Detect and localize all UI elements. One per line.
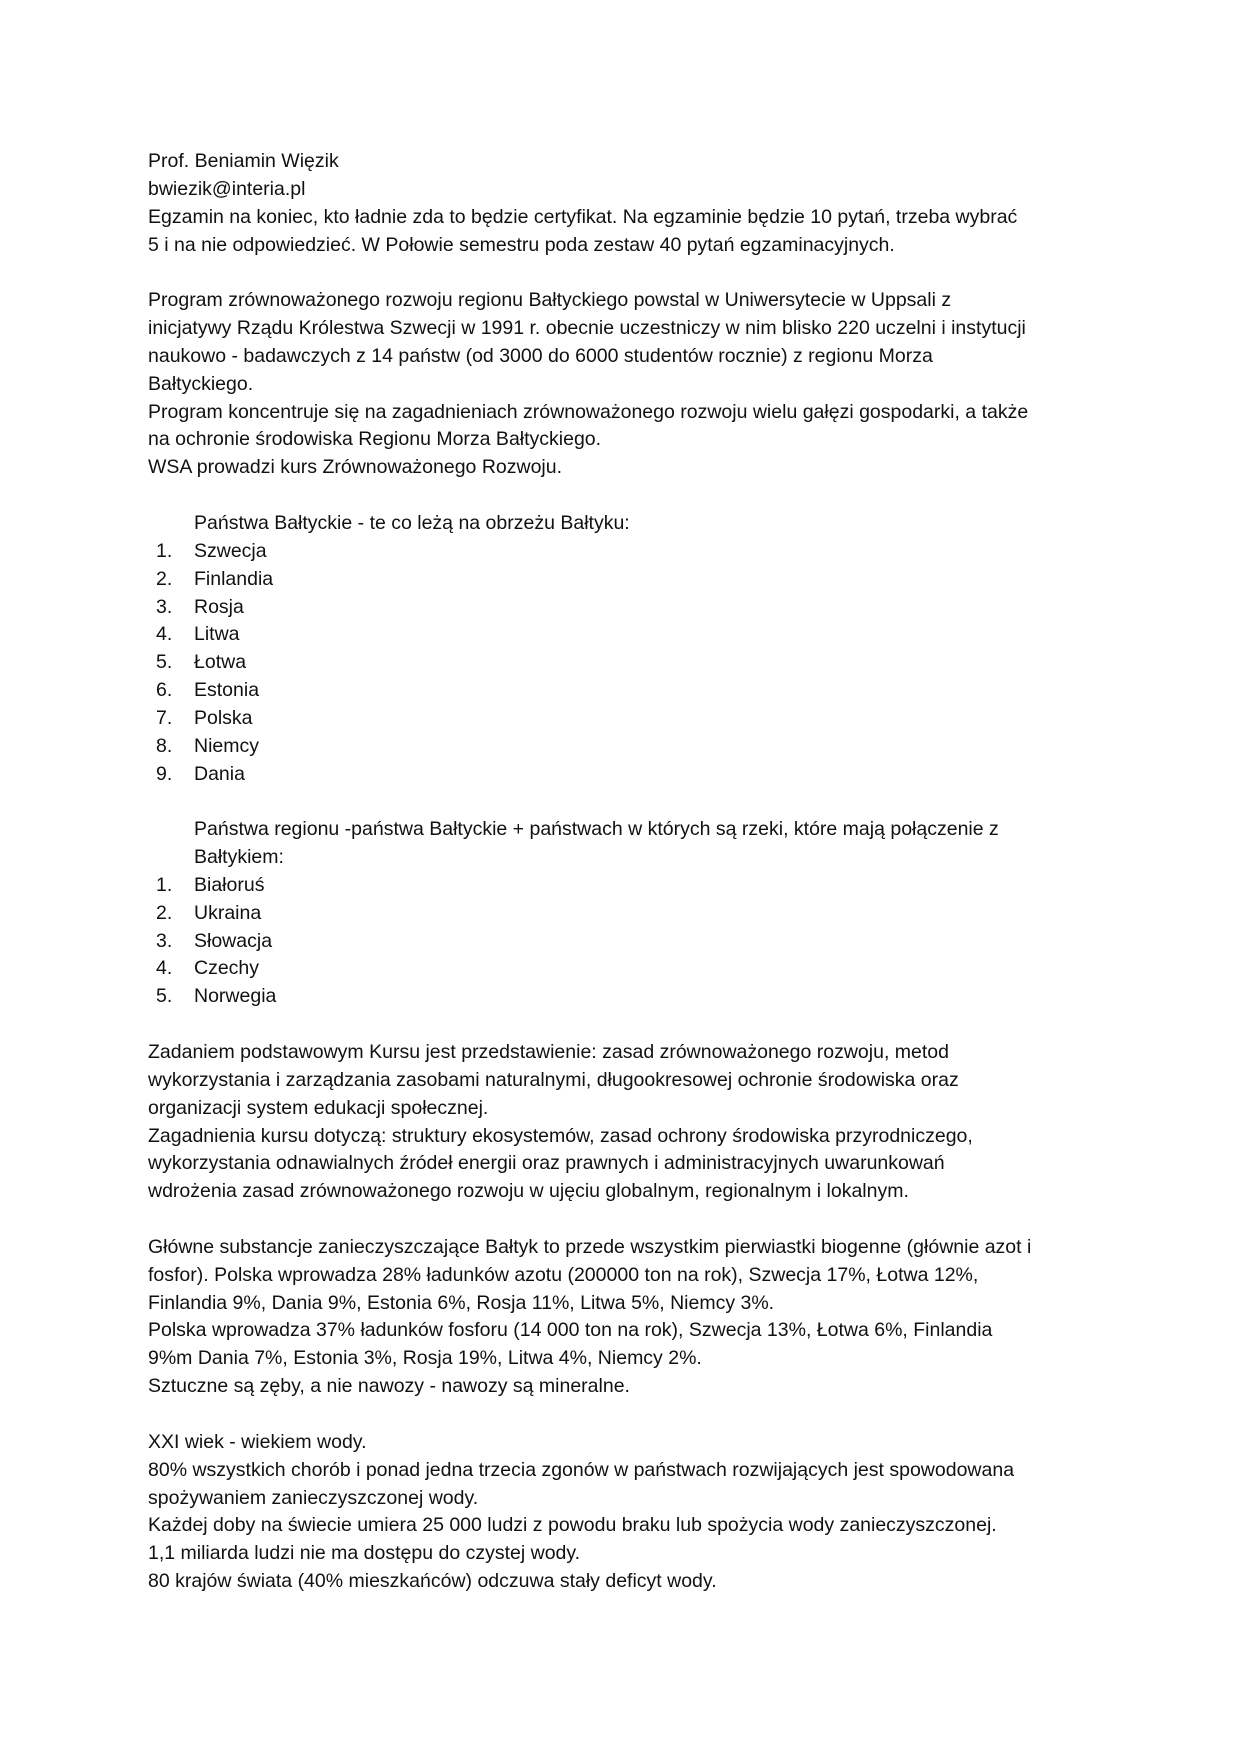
text-line: Każdej doby na świecie umiera 25 000 ludzi z powodu braku lub spożycia wody zanieczyszczonej.: [148, 1514, 997, 1537]
list-number: 1.: [156, 539, 173, 562]
author-name: Prof. Beniamin Więzik: [148, 150, 339, 172]
list-item: [148, 928, 1108, 956]
list-item-text: Szwecja: [194, 539, 267, 562]
list-number: 5.: [156, 651, 173, 674]
text-line: Zadaniem podstawowym Kursu jest przedstawienie: zasad zrównoważonego rozwoju, metod: [148, 1041, 949, 1063]
intro-line: 5 i na nie odpowiedzieć. W Połowie semestru poda zestaw 40 pytań egzaminacyjnych.: [148, 233, 895, 256]
list-item: [148, 649, 1108, 677]
text-line: Sztuczne są zęby, a nie nawozy - nawozy są mineralne.: [148, 1375, 630, 1398]
text-line: 1,1 miliarda ludzi nie ma dostępu do czystej wody.: [148, 1542, 581, 1565]
list-item: [148, 900, 1108, 928]
text-line: Główne substancje zanieczyszczające Bałtyk to przede wszystkim pierwiastki biogenne (głównie azot i: [148, 1235, 1032, 1258]
text-line: 9%m Dania 7%, Estonia 3%, Rosja 19%, Litwa 4%, Niemcy 2%.: [148, 1347, 702, 1370]
text-line: Polska wprowadza 37% ładunków fosforu (14 000 ton na rok), Szwecja 13%, Łotwa 6%, Finlandia: [148, 1319, 993, 1342]
text-line: fosfor). Polska wprowadza 28% ładunków azotu (200000 ton na rok), Szwecja 17%, Łotwa 12%,: [148, 1263, 979, 1286]
list-item-text: Litwa: [194, 623, 240, 646]
text-line: Finlandia 9%, Dania 9%, Estonia 6%, Rosja 11%, Litwa 5%, Niemcy 3%.: [148, 1291, 775, 1314]
text-line: 80% wszystkich chorób i ponad jedna trzecia zgonów w państwach rozwijających jest spowodowana: [148, 1458, 1015, 1481]
list-item-text: Polska: [194, 706, 253, 729]
list-number: 2.: [156, 567, 173, 590]
list-number: 9.: [156, 762, 173, 785]
list-number: 8.: [156, 734, 173, 757]
list-item-text: Słowacja: [194, 929, 273, 952]
list-item: [148, 983, 1108, 1011]
list-number: 7.: [156, 706, 173, 729]
document-page: [148, 148, 1108, 1596]
text-line: na ochronie środowiska Regionu Morza Bałtyckiego.: [148, 428, 602, 451]
author-email: bwiezik@interia.pl: [148, 177, 306, 200]
list-number: 3.: [156, 595, 173, 618]
list-item-text: Białoruś: [194, 873, 265, 896]
list-number: 3.: [156, 929, 173, 952]
intro-line: Egzamin na koniec, kto ładnie zda to będzie certyfikat. Na egzaminie będzie 10 pytań, trzeba wybrać: [148, 205, 1018, 228]
list-item-text: Dania: [194, 762, 245, 785]
pollution-paragraph: [148, 1234, 1108, 1401]
baltic-heading: Państwa Bałtyckie - te co leżą na obrzeżu Bałtyku:: [194, 511, 630, 534]
text-line: WSA prowadzi kurs Zrównoważonego Rozwoju.: [148, 456, 563, 479]
list-item: [148, 566, 1108, 594]
list-item-text: Czechy: [194, 957, 260, 980]
text-line: naukowo - badawczych z 14 państw (od 3000 do 6000 studentów rocznie) z regionu Morza: [148, 344, 933, 367]
list-item: [148, 594, 1108, 622]
course-paragraph: [148, 1039, 1108, 1206]
list-item-text: Ukraina: [194, 901, 262, 924]
list-item: [148, 761, 1108, 789]
list-item: [148, 621, 1108, 649]
text-line: inicjatywy Rządu Królestwa Szwecji w 1991 r. obecnie uczestniczy w nim blisko 220 uczelni i instytucji: [148, 317, 1026, 340]
baltic-list: [148, 538, 1108, 789]
list-number: 4.: [156, 623, 173, 646]
text-line: Bałtyckiego.: [148, 372, 254, 395]
list-item-text: Niemcy: [194, 734, 260, 757]
list-item-text: Finlandia: [194, 567, 274, 590]
list-item: [148, 733, 1108, 761]
list-item: [148, 872, 1108, 900]
list-item-text: Rosja: [194, 595, 244, 618]
list-number: 1.: [156, 873, 173, 896]
list-item-text: Norwegia: [194, 985, 277, 1008]
text-line: XXI wiek - wiekiem wody.: [148, 1430, 367, 1453]
text-line: wykorzystania i zarządzania zasobami naturalnymi, długookresowej ochronie środowiska oraz: [148, 1068, 959, 1091]
program-paragraph: [148, 287, 1108, 482]
region-heading: Bałtykiem:: [194, 846, 284, 869]
region-list: [148, 872, 1108, 1011]
text-line: Program zrównoważonego rozwoju regionu Bałtyckiego powstal w Uniwersytecie w Uppsali z: [148, 289, 952, 312]
list-item-text: Estonia: [194, 679, 260, 702]
text-line: 80 krajów świata (40% mieszkańców) odczuwa stały deficyt wody.: [148, 1570, 717, 1593]
water-paragraph: [148, 1429, 1108, 1596]
text-line: Program koncentruje się na zagadnieniach zrównoważonego rozwoju wielu gałęzi gospodarki, a także: [148, 400, 1029, 423]
list-item: [148, 677, 1108, 705]
list-number: 2.: [156, 901, 173, 924]
list-item: [148, 955, 1108, 983]
text-line: wdrożenia zasad zrównoważonego rozwoju w ujęciu globalnym, regionalnym i lokalnym.: [148, 1180, 909, 1203]
list-number: 4.: [156, 957, 173, 980]
text-line: spożywaniem zanieczyszczonej wody.: [148, 1486, 479, 1509]
list-item: [148, 705, 1108, 733]
region-heading: Państwa regionu -państwa Bałtyckie + państwach w których są rzeki, które mają połączenie z: [194, 818, 999, 841]
list-number: 6.: [156, 679, 173, 702]
text-line: Zagadnienia kursu dotyczą: struktury ekosystemów, zasad ochrony środowiska przyrodniczego,: [148, 1124, 973, 1147]
list-number: 5.: [156, 985, 173, 1008]
list-item-text: Łotwa: [194, 651, 247, 674]
list-item: [148, 538, 1108, 566]
text-line: organizacji system edukacji społecznej.: [148, 1096, 489, 1119]
text-line: wykorzystania odnawialnych źródeł energii oraz prawnych i administracyjnych uwarunkowań: [148, 1152, 945, 1175]
